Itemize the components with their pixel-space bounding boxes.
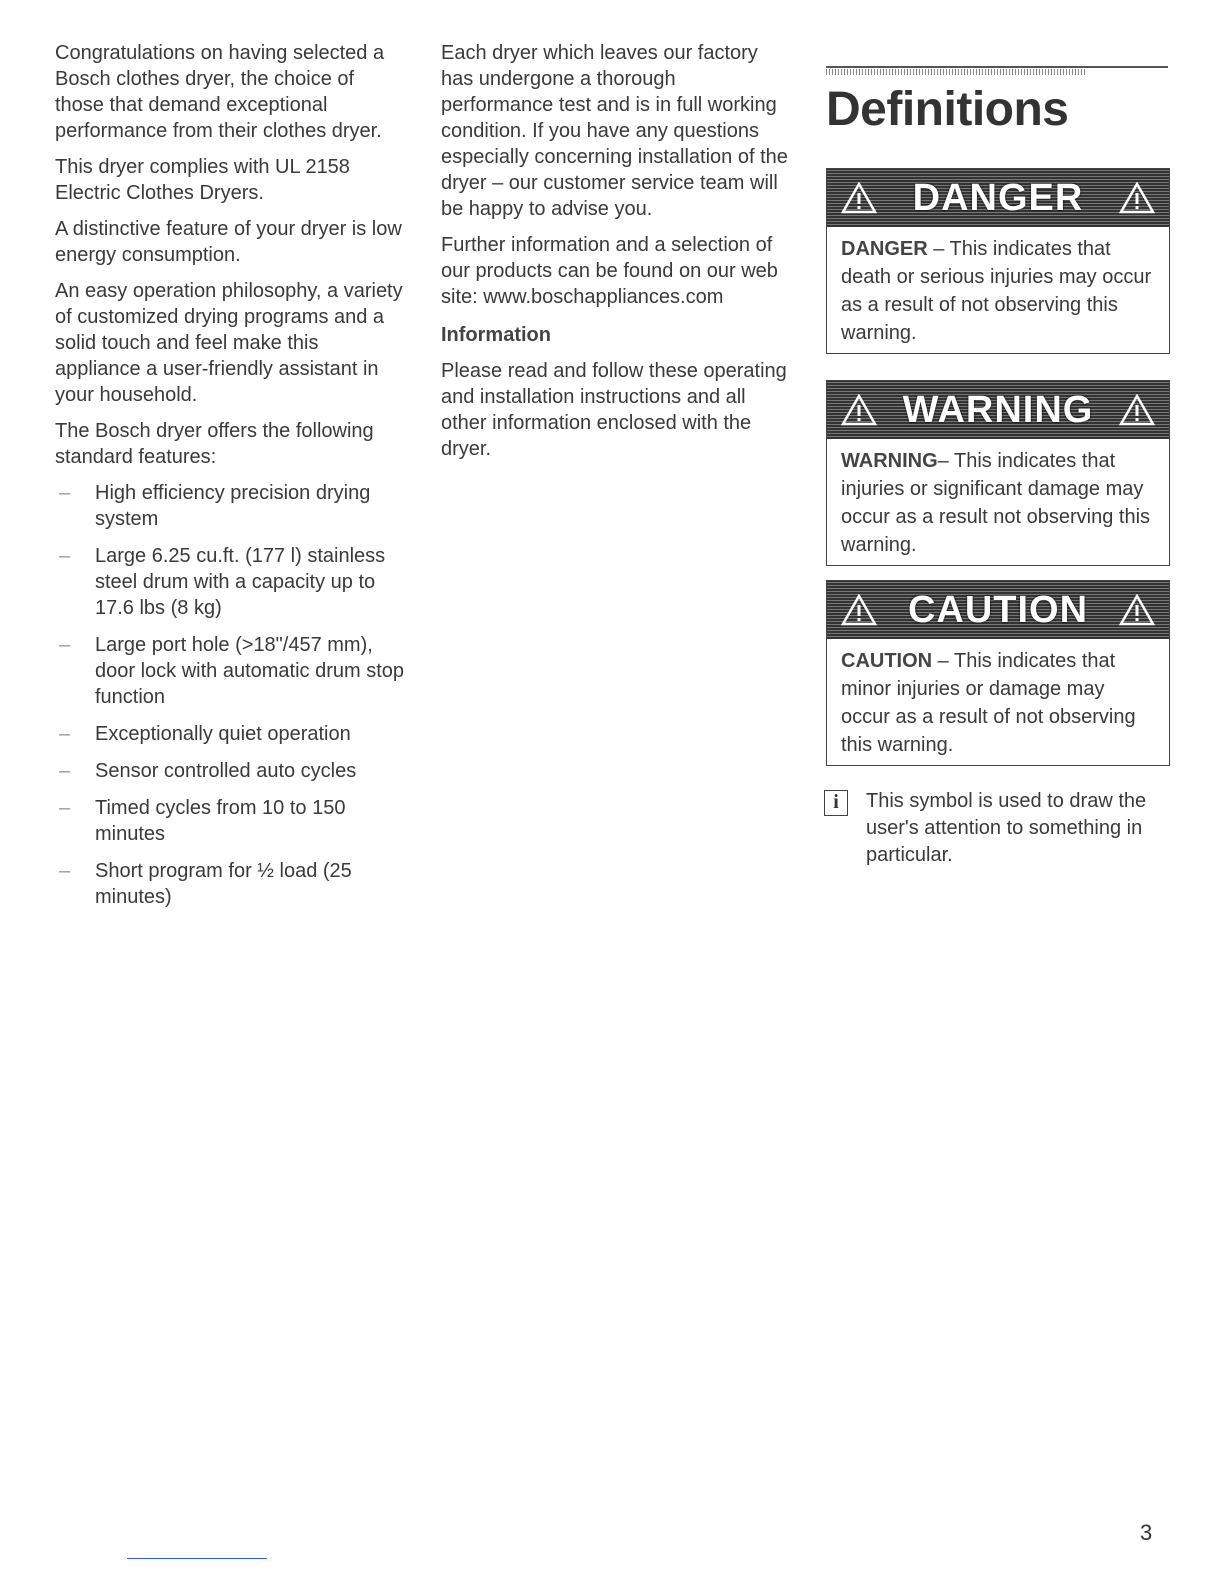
caution-description [827,639,1169,765]
warning-triangle-icon [1119,182,1155,214]
caution-banner-label: CAUTION [907,588,1089,631]
compliance-paragraph: This dryer complies with UL 2158 Electric Clothes Dryers. [55,156,350,204]
danger-text: – This indicates that death or serious injuries may occur as a result of not observing this warning. [841,238,1152,344]
list-item: – Timed cycles from 10 to 150 minutes [59,797,346,845]
intro-paragraph: Congratulations on having selected a Bosch clothes dryer, the choice of those that demand exceptional performance from their clothes dryer. [55,42,385,142]
section-rule [826,66,1168,68]
danger-keyword: DANGER [841,238,928,260]
danger-description [827,227,1169,353]
dash-bullet: – [59,545,71,567]
page-title: Definitions [826,83,1069,136]
information-paragraph: Please read and follow these operating and installation instructions and all other information enclosed with the dryer. [441,360,787,460]
energy-paragraph: A distinctive feature of your dryer is low energy consumption. [55,218,402,266]
list-item: – Short program for ½ load (25 minutes) [59,860,352,908]
dash-bullet: – [59,860,71,882]
feature-list [55,480,405,910]
danger-banner-label: DANGER [912,176,1084,219]
caution-keyword: CAUTION [841,650,933,672]
warning-description [827,439,1169,565]
list-item: – Exceptionally quiet operation [59,723,351,745]
warning-text: – This indicates that injuries or significant damage may occur as a result not observing this warning. [841,450,1151,556]
service-column [441,40,791,472]
caution-definition-box [826,580,1170,766]
list-item: – Sensor controlled auto cycles [59,760,357,782]
warning-keyword: WARNING [841,450,938,472]
dash-bullet: – [59,482,71,504]
features-intro-paragraph: The Bosch dryer offers the following standard features: [55,420,374,468]
philosophy-paragraph: An easy operation philosophy, a variety of customized drying programs and a solid touch and feel make this appliance a user-friendly assistant in your household. [55,280,403,406]
section-rule-pattern [826,69,1086,75]
warning-triangle-icon [841,394,877,426]
page-number: 3 [1140,1520,1153,1545]
danger-definition-box [826,168,1170,354]
danger-banner [827,169,1169,227]
warning-banner-label: WARNING [902,388,1094,431]
website-paragraph: Further information and a selection of our products can be found on our web site: www.boschappliances.com [441,234,778,308]
warning-definition-box [826,380,1170,566]
information-heading: Information [441,324,551,346]
dash-bullet: – [59,723,71,745]
warning-triangle-icon [1119,594,1155,626]
caution-banner [827,581,1169,639]
list-item: – High efficiency precision drying system [59,482,371,530]
intro-column [55,40,405,921]
info-note [824,788,1169,869]
warning-triangle-icon [841,594,877,626]
warning-triangle-icon [1119,394,1155,426]
caution-text: – This indicates that minor injuries or damage may occur as a result of not observing this warning. [841,650,1136,756]
dash-bullet: – [59,760,71,782]
warning-banner [827,381,1169,439]
dash-bullet: – [59,797,71,819]
dash-bullet: – [59,634,71,656]
warning-triangle-icon [841,182,877,214]
info-icon: i [824,790,848,816]
list-item: – Large 6.25 cu.ft. (177 l) stainless steel drum with a capacity up to 17.6 lbs (8 kg) [59,545,386,619]
info-note-text: This symbol is used to draw the user's attention to something in particular. [866,790,1147,866]
footer-line [127,1558,267,1559]
list-item: – Large port hole (>18"/457 mm), door lock with automatic drum stop function [59,634,405,708]
factory-test-paragraph: Each dryer which leaves our factory has undergone a thorough performance test and is in full working condition. If you have any questions especially concerning installation of the dryer – our customer service team will be happy to advise you. [441,42,788,220]
